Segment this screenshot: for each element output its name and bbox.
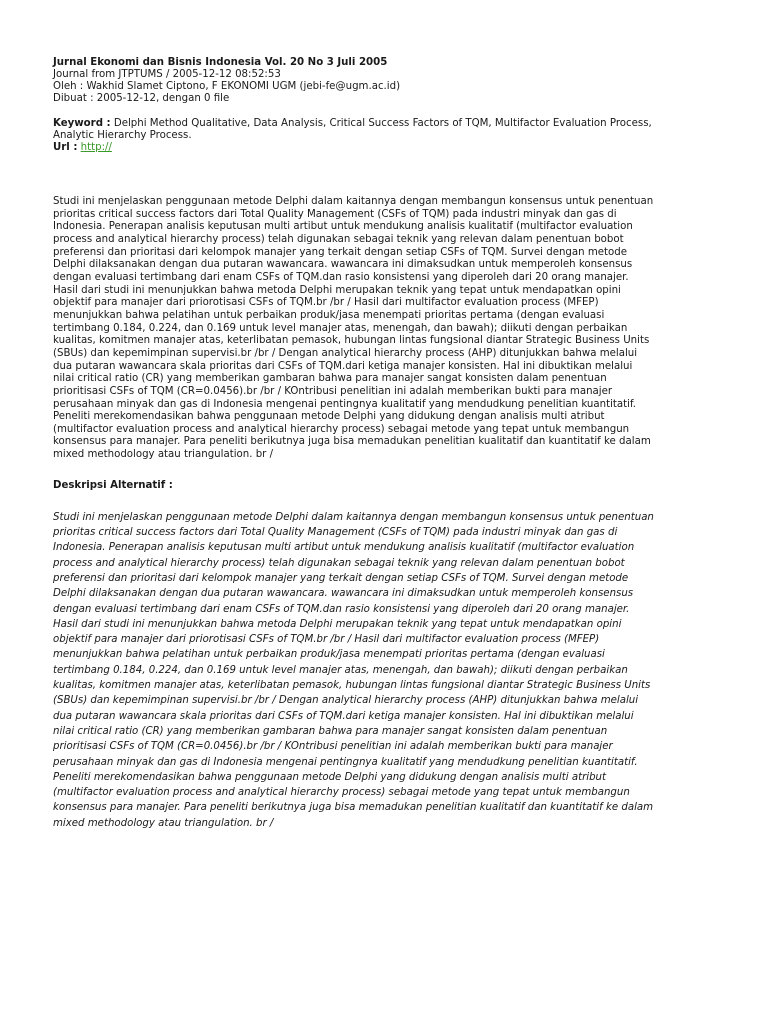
alternative-line: Studi ini menjelaskan penggunaan metode Delphi dalam kaitannya dengan membangun konsensus untuk penentuan bbox=[53, 511, 654, 523]
alternative-heading: Deskripsi Alternatif : bbox=[53, 479, 173, 491]
keyword-line-1 bbox=[53, 118, 708, 130]
abstract-line: dua putaran wawancara skala prioritas dari CSFs of TQM.dari ketiga manajer konsisten. Hal ini dibuktikan melalui bbox=[53, 360, 633, 372]
abstract-line: Studi ini menjelaskan penggunaan metode Delphi dalam kaitannya dengan membangun konsensus untuk penentuan bbox=[53, 196, 654, 207]
abstract-line: tertimbang 0.184, 0.224, dan 0.169 untuk level manajer atas, menengah, dan bawah); diikuti dengan perbaikan bbox=[53, 322, 628, 334]
alternative-line: Hasil dari studi ini menunjukkan bahwa metoda Delphi merupakan teknik yang tepat untuk mendapatkan opini bbox=[53, 618, 622, 630]
alternative-line: dengan evaluasi tertimbang dari enam CSFs of TQM.dan rasio konsistensi yang diperoleh dari 20 orang manajer. bbox=[53, 603, 630, 615]
alternative-line: (multifactor evaluation process and analytical hierarchy process) sebagai metode yang tepat untuk membangun bbox=[53, 787, 630, 799]
abstract-line: dengan evaluasi tertimbang dari enam CSFs of TQM.dan rasio konsistensi yang diperoleh dari 20 orang manajer. bbox=[53, 271, 629, 283]
journal-source: Journal from JTPTUMS / 2005-12-12 08:52:53 bbox=[53, 69, 281, 80]
document-page bbox=[53, 57, 708, 831]
abstract-line: preferensi dan prioritasi dari kelompok manajer yang terkait dengan setiap CSFs of TQM. Survei dengan metode bbox=[53, 246, 627, 258]
url-link[interactable]: http:// bbox=[80, 142, 112, 153]
alternative-line: preferensi dan prioritasi dari kelompok manajer yang terkait dengan setiap CSFs of TQM. Survei dengan metode bbox=[53, 572, 629, 584]
alternative-text bbox=[53, 510, 708, 831]
abstract-text bbox=[53, 196, 708, 462]
abstract-line: perusahaan minyak dan gas di Indonesia mengenai pentingnya kualitatif yang mendudkung penelitian kuantitatif. bbox=[53, 398, 637, 410]
url-label: Url : bbox=[53, 142, 78, 153]
url-line bbox=[53, 142, 708, 154]
abstract-line: konsensus para manajer. Para peneliti berikutnya juga bisa memadukan penelitian kualitatif dan kuantitatif ke dalam bbox=[53, 436, 651, 448]
abstract-line: mixed methodology atau triangulation. br / bbox=[53, 449, 274, 461]
alternative-line: prioritas critical success factors dari Total Quality Management (CSFs of TQM) pada industri minyak dan gas di bbox=[53, 527, 618, 539]
alternative-line: Indonesia. Penerapan analisis keputusan multi artibut untuk mendukung analisis kualitatif (multifactor evaluation bbox=[53, 542, 635, 554]
journal-title: Jurnal Ekonomi dan Bisnis Indonesia Vol. 20 No 3 Juli 2005 bbox=[53, 57, 388, 68]
alternative-line: perusahaan minyak dan gas di Indonesia mengenai pentingnya kualitatif yang mendudkung penelitian kuantitatif. bbox=[53, 756, 638, 768]
abstract-line: kualitas, komitmen manajer atas, keterlibatan pemasok, hubungan lintas fungsional diantar Strategic Business Units bbox=[53, 335, 650, 347]
alternative-line: mixed methodology atau triangulation. br / bbox=[53, 817, 274, 829]
abstract-line: process and analytical hierarchy process) telah digunakan sebagai teknik yang relevan dalam penentuan bobot bbox=[53, 233, 624, 245]
abstract-line: Peneliti merekomendasikan bahwa penggunaan metode Delphi yang didukung dengan analisis multi atribut bbox=[53, 411, 605, 423]
alternative-line: menunjukkan bahwa pelatihan untuk perbaikan produk/jasa menempati prioritas pertama (dengan evaluasi bbox=[53, 649, 605, 661]
alternative-line: process and analytical hierarchy process) telah digunakan sebagai teknik yang relevan dalam penentuan bobot bbox=[53, 557, 625, 569]
abstract-line: prioritas critical success factors dari Total Quality Management (CSFs of TQM) pada industri minyak dan gas di bbox=[53, 208, 617, 220]
author-line: Oleh : Wakhid Slamet Ciptono, F EKONOMI UGM (jebi-fe@ugm.ac.id) bbox=[53, 81, 401, 92]
abstract-line: objektif para manajer dari priorotisasi CSFs of TQM.br /br / Hasil dari multifactor evaluation process (MFEP) bbox=[53, 297, 599, 309]
abstract-line: menunjukkan bahwa pelatihan untuk perbaikan produk/jasa menempati prioritas pertama (dengan evaluasi bbox=[53, 309, 605, 321]
abstract-line: (SBUs) dan kepemimpinan supervisi.br /br / Dengan analytical hierarchy process (AHP) ditunjukkan bahwa melalui bbox=[53, 347, 638, 359]
abstract-line: prioritisasi CSFs of TQM (CR=0.0456).br /br / KOntribusi penelitian ini adalah memberikan bukti para manajer bbox=[53, 385, 613, 397]
keyword-text-1: Delphi Method Qualitative, Data Analysis, Critical Success Factors of TQM, Multifactor Evaluation Process, bbox=[110, 118, 652, 129]
alternative-line: kualitas, komitmen manajer atas, keterlibatan pemasok, hubungan lintas fungsional diantar Strategic Business Units bbox=[53, 680, 651, 692]
alternative-line: tertimbang 0.184, 0.224, dan 0.169 untuk level manajer atas, menengah, dan bawah); diikuti dengan perbaikan bbox=[53, 664, 628, 676]
abstract-line: nilai critical ratio (CR) yang memberikan gambaran bahwa para manajer sangat konsisten dalam penentuan bbox=[53, 373, 607, 385]
alternative-line: Delphi dilaksanakan dengan dua putaran wawancara. wawancara ini dimaksudkan untuk memperoleh konsensus bbox=[53, 588, 634, 600]
keyword-block bbox=[53, 118, 708, 154]
alternative-line: nilai critical ratio (CR) yang memberikan gambaran bahwa para manajer sangat konsisten dalam penentuan bbox=[53, 725, 608, 737]
abstract-line: Hasil dari studi ini menunjukkan bahwa metoda Delphi merupakan teknik yang tepat untuk mendapatkan opini bbox=[53, 284, 621, 296]
alternative-line: dua putaran wawancara skala prioritas dari CSFs of TQM.dari ketiga manajer konsisten. Hal ini dibuktikan melalui bbox=[53, 710, 634, 722]
alternative-line: objektif para manajer dari priorotisasi CSFs of TQM.br /br / Hasil dari multifactor evaluation process (MFEP) bbox=[53, 634, 600, 646]
alternative-line: (SBUs) dan kepemimpinan supervisi.br /br / Dengan analytical hierarchy process (AHP) ditunjukkan bahwa melalui bbox=[53, 695, 639, 707]
keyword-text-2: Analytic Hierarchy Process. bbox=[53, 130, 192, 141]
abstract-line: (multifactor evaluation process and analytical hierarchy process) sebagai metode yang tepat untuk membangun bbox=[53, 423, 630, 435]
abstract-line: Delphi dilaksanakan dengan dua putaran wawancara. wawancara ini dimaksudkan untuk memperoleh konsensus bbox=[53, 259, 633, 271]
created-line: Dibuat : 2005-12-12, dengan 0 file bbox=[53, 93, 230, 104]
alternative-line: prioritisasi CSFs of TQM (CR=0.0456).br /br / KOntribusi penelitian ini adalah memberikan bukti para manajer bbox=[53, 741, 613, 753]
alternative-line: konsensus para manajer. Para peneliti berikutnya juga bisa memadukan penelitian kualitatif dan kuantitatif ke dalam bbox=[53, 802, 654, 814]
alternative-line: Peneliti merekomendasikan bahwa penggunaan metode Delphi yang didukung dengan analisis multi atribut bbox=[53, 771, 607, 783]
abstract-line: Indonesia. Penerapan analisis keputusan multi artibut untuk mendukung analisis kualitatif (multifactor evaluation bbox=[53, 221, 633, 233]
keyword-label: Keyword : bbox=[53, 118, 111, 129]
